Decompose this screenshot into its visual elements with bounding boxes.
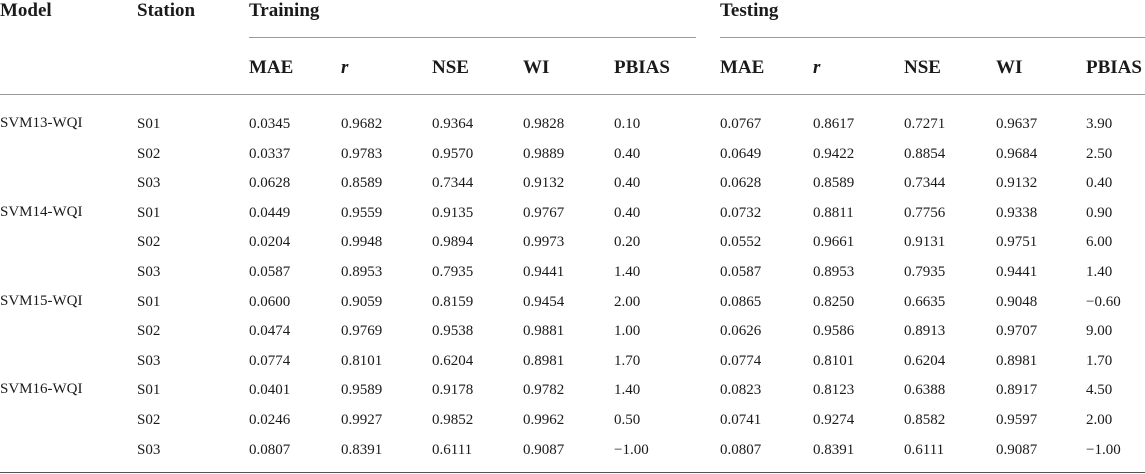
testing-mae-cell: 0.0649 [720,146,762,162]
testing-wi-cell: 0.8981 [996,353,1038,369]
training-pbias-cell: 1.00 [614,323,641,339]
testing-nse-cell: 0.6111 [904,442,945,458]
training-wi-cell: 0.9454 [523,294,565,310]
training-wi-cell: 0.9767 [523,205,565,221]
training-mae-cell: 0.0600 [249,294,291,310]
header-station: Station [137,0,196,21]
testing-mae-cell: 0.0865 [720,294,762,310]
testing-wi-cell: 0.9132 [996,175,1038,191]
training-wi-cell: 0.9962 [523,412,565,428]
training-wi-cell: 0.9087 [523,442,565,458]
testing-wi-cell: 0.9338 [996,205,1038,221]
station-cell: S02 [137,412,161,428]
testing-r-cell: 0.8250 [813,294,855,310]
training-nse-cell: 0.9135 [432,205,474,221]
training-r-cell: 0.9769 [341,323,383,339]
header-testing: Testing [720,0,779,21]
testing-nse-cell: 0.8582 [904,412,946,428]
training-mae-cell: 0.0204 [249,234,291,250]
training-nse-cell: 0.6204 [432,353,474,369]
testing-wi-cell: 0.8917 [996,382,1038,398]
testing-pbias-cell: 6.00 [1086,234,1113,250]
testing-r-cell: 0.8123 [813,382,855,398]
training-wi-cell: 0.9782 [523,382,565,398]
testing-r-header: r [813,57,821,78]
training-mae-cell: 0.0449 [249,205,291,221]
training-wi-cell: 0.9889 [523,146,565,162]
training-mae-cell: 0.0246 [249,412,291,428]
testing-mae-cell: 0.0807 [720,442,762,458]
testing-pbias-cell: 3.90 [1086,116,1113,132]
training-nse-cell: 0.9178 [432,382,474,398]
station-cell: S01 [137,116,161,132]
training-nse-cell: 0.7344 [432,175,474,191]
training-mae-cell: 0.0628 [249,175,291,191]
training-wi-cell: 0.9441 [523,264,565,280]
testing-nse-cell: 0.8913 [904,323,946,339]
testing-r-cell: 0.9586 [813,323,855,339]
testing-nse-cell: 0.9131 [904,234,946,250]
testing-mae-cell: 0.0741 [720,412,762,428]
training-nse-cell: 0.9570 [432,146,474,162]
testing-pbias-cell: 4.50 [1086,382,1113,398]
training-r-cell: 0.9927 [341,412,383,428]
testing-wi-cell: 0.9684 [996,146,1038,162]
testing-mae-cell: 0.0732 [720,205,762,221]
testing-nse-cell: 0.6635 [904,294,946,310]
testing-wi-cell: 0.9637 [996,116,1038,132]
station-cell: S03 [137,175,161,191]
testing-mae-cell: 0.0628 [720,175,762,191]
testing-pbias-cell: 2.50 [1086,146,1113,162]
testing-r-cell: 0.9274 [813,412,855,428]
testing-r-cell: 0.8101 [813,353,855,369]
station-cell: S01 [137,382,161,398]
training-pbias-cell: 1.40 [614,264,641,280]
training-nse-header: NSE [432,57,469,78]
testing-nse-cell: 0.8854 [904,146,946,162]
testing-r-cell: 0.9661 [813,234,855,250]
training-mae-cell: 0.0774 [249,353,291,369]
training-pbias-cell: 2.00 [614,294,641,310]
training-wi-cell: 0.8981 [523,353,565,369]
testing-pbias-cell: −0.60 [1086,294,1121,310]
testing-wi-cell: 0.9707 [996,323,1038,339]
testing-wi-header: WI [996,57,1023,78]
training-r-header: r [341,57,349,78]
training-r-cell: 0.9559 [341,205,383,221]
training-wi-cell: 0.9881 [523,323,565,339]
training-wi-cell: 0.9973 [523,234,565,250]
training-r-cell: 0.8391 [341,442,383,458]
training-pbias-cell: 0.50 [614,412,641,428]
testing-mae-cell: 0.0587 [720,264,762,280]
training-nse-cell: 0.9538 [432,323,474,339]
training-pbias-cell: 0.10 [614,116,641,132]
training-r-cell: 0.9059 [341,294,383,310]
testing-pbias-cell: −1.00 [1086,442,1121,458]
testing-r-cell: 0.8811 [813,205,854,221]
training-mae-cell: 0.0807 [249,442,291,458]
model-cell: SVM16-WQI [0,381,83,397]
header-model: Model [0,0,52,21]
model-cell: SVM14-WQI [0,204,83,220]
testing-mae-cell: 0.0774 [720,353,762,369]
testing-nse-cell: 0.7344 [904,175,946,191]
testing-nse-cell: 0.7756 [904,205,946,221]
testing-pbias-cell: 2.00 [1086,412,1113,428]
station-cell: S02 [137,323,161,339]
testing-pbias-header: PBIAS [1086,57,1142,78]
training-mae-cell: 0.0474 [249,323,291,339]
bottom-rule [0,472,1145,473]
testing-r-cell: 0.8953 [813,264,855,280]
training-r-cell: 0.8589 [341,175,383,191]
training-mae-cell: 0.0337 [249,146,291,162]
testing-nse-cell: 0.6388 [904,382,946,398]
testing-mae-cell: 0.0626 [720,323,762,339]
model-cell: SVM13-WQI [0,115,83,131]
testing-nse-cell: 0.7271 [904,116,946,132]
training-r-cell: 0.8953 [341,264,383,280]
station-cell: S03 [137,442,161,458]
training-pbias-cell: 0.40 [614,205,641,221]
testing-wi-cell: 0.9441 [996,264,1038,280]
training-pbias-cell: 0.40 [614,175,641,191]
testing-wi-cell: 0.9597 [996,412,1038,428]
training-pbias-cell: 0.20 [614,234,641,250]
training-pbias-cell: 0.40 [614,146,641,162]
training-r-cell: 0.9589 [341,382,383,398]
training-wi-header: WI [523,57,550,78]
training-nse-cell: 0.6111 [432,442,473,458]
station-cell: S03 [137,353,161,369]
training-nse-cell: 0.9364 [432,116,474,132]
model-cell: SVM15-WQI [0,293,83,309]
training-nse-cell: 0.7935 [432,264,474,280]
training-mae-header: MAE [249,57,294,78]
station-cell: S02 [137,146,161,162]
training-wi-cell: 0.9828 [523,116,565,132]
testing-pbias-cell: 0.40 [1086,175,1113,191]
training-r-cell: 0.8101 [341,353,383,369]
testing-pbias-cell: 1.40 [1086,264,1113,280]
station-cell: S03 [137,264,161,280]
training-pbias-header: PBIAS [614,57,670,78]
station-cell: S01 [137,294,161,310]
training-pbias-cell: −1.00 [614,442,649,458]
training-mae-cell: 0.0401 [249,382,291,398]
training-nse-cell: 0.9894 [432,234,474,250]
testing-nse-cell: 0.7935 [904,264,946,280]
testing-wi-cell: 0.9087 [996,442,1038,458]
training-mae-cell: 0.0345 [249,116,291,132]
testing-pbias-cell: 0.90 [1086,205,1113,221]
testing-r-cell: 0.8617 [813,116,855,132]
testing-mae-header: MAE [720,57,765,78]
testing-r-cell: 0.8589 [813,175,855,191]
testing-r-cell: 0.9422 [813,146,855,162]
testing-nse-cell: 0.6204 [904,353,946,369]
header-training: Training [249,0,320,21]
testing-mae-cell: 0.0767 [720,116,762,132]
testing-mae-cell: 0.0552 [720,234,762,250]
testing-wi-cell: 0.9751 [996,234,1038,250]
training-r-cell: 0.9682 [341,116,383,132]
testing-nse-header: NSE [904,57,941,78]
header-rule [0,94,1145,95]
training-mae-cell: 0.0587 [249,264,291,280]
training-wi-cell: 0.9132 [523,175,565,191]
testing-pbias-cell: 1.70 [1086,353,1113,369]
training-r-cell: 0.9783 [341,146,383,162]
training-pbias-cell: 1.40 [614,382,641,398]
testing-rule [720,37,1145,38]
station-cell: S02 [137,234,161,250]
testing-r-cell: 0.8391 [813,442,855,458]
training-pbias-cell: 1.70 [614,353,641,369]
training-nse-cell: 0.9852 [432,412,474,428]
testing-wi-cell: 0.9048 [996,294,1038,310]
training-nse-cell: 0.8159 [432,294,474,310]
training-r-cell: 0.9948 [341,234,383,250]
testing-mae-cell: 0.0823 [720,382,762,398]
training-rule [249,37,696,38]
station-cell: S01 [137,205,161,221]
testing-pbias-cell: 9.00 [1086,323,1113,339]
